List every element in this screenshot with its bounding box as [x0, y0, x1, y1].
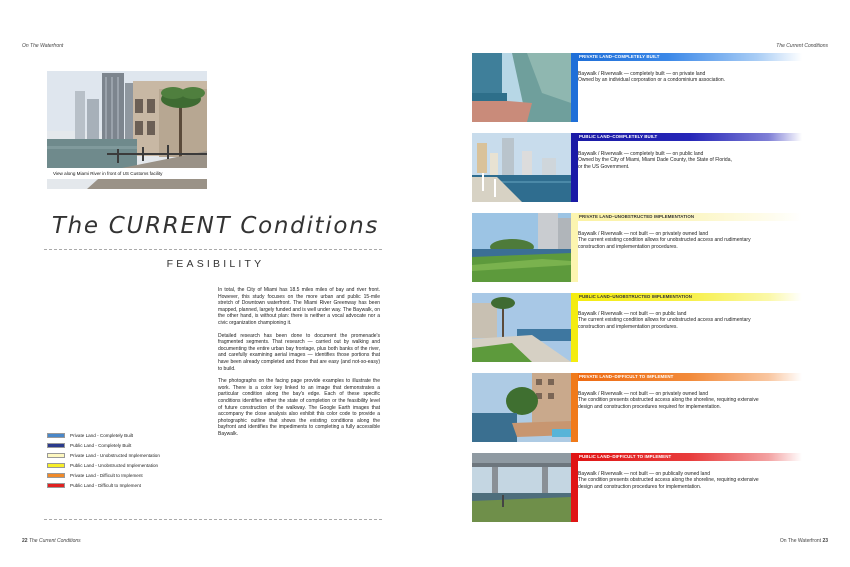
body-paragraph-1: In total, the City of Miami has 18.5 miles miles of bay and river front. However, this study focuses on the more urban and public 15-mile stretch of Downtown waterfront. The Miami River Greenway has been mapped, planned, largely funded and is well under way. The Baywalk, on the other hand, is without plan: there is neither a vocal advocate nor a civic organization championing it.	[218, 287, 380, 326]
shoreline-private-unobstructed-photo-image	[472, 213, 571, 282]
condition-color-band	[571, 213, 578, 282]
condition-color-band	[571, 293, 578, 362]
legend-label: Private Land - Difficult to Implement	[70, 472, 143, 478]
body-paragraph-3: The photographs on the facing page provide examples to illustrate the work. There is a color key linked to an image that demonstrates a particular condition along the bay's edge. Each of these specific conditions identifies either the state of completion or the feasibility level of future construction of the walkway. The Google Earth images that accompany the close analysis also exhibit this color code to provide a photographic outline that shows the existing conditions along the bayfront and identifies the impediments to completing a fully accessible Baywalk.	[218, 378, 380, 437]
condition-description	[578, 231, 802, 250]
condition-line: Baywalk / Riverwalk — completely built — on private land	[578, 71, 706, 77]
legend-label: Public Land - Unobstructed Implementation	[70, 462, 159, 468]
left-running-head: On The Waterfront	[22, 43, 64, 49]
legend-item	[47, 470, 212, 480]
condition-photo	[472, 293, 571, 362]
condition-block	[472, 453, 802, 522]
condition-photo	[472, 213, 571, 282]
condition-line: The current existing condition allows for unobstructed access and rudimentary	[578, 237, 751, 244]
condition-line: construction and implementation procedures.	[578, 243, 678, 250]
condition-line: or the US Government.	[578, 163, 630, 170]
left-folio-text: The Current Conditions	[28, 538, 81, 544]
body-text	[218, 287, 380, 443]
condo-deck-private-difficult-photo-image	[472, 373, 571, 442]
condition-photo	[472, 53, 571, 122]
bayfront-public-unobstructed-photo-image	[472, 293, 571, 362]
condition-header: PRIVATE LAND–COMPLETELY BUILT	[578, 53, 802, 61]
condition-description	[578, 311, 802, 330]
condition-description	[578, 391, 802, 410]
right-folio	[780, 538, 828, 544]
condition-line: The condition presents obstructed access along the shoreline, requiring extensive	[578, 397, 759, 404]
legend-label: Private Land - Unobstructed Implementation	[70, 452, 160, 458]
right-running-head: The Current Conditions	[776, 43, 828, 49]
legend-swatch	[47, 473, 65, 478]
legend-item	[47, 480, 212, 490]
condition-photo	[472, 373, 571, 442]
section-subtitle: FEASIBILITY	[166, 258, 265, 270]
legend-item	[47, 430, 212, 440]
condition-header: PUBLIC LAND–COMPLETELY BUILT	[578, 133, 802, 141]
hero-photo	[47, 71, 207, 189]
condition-color-band	[571, 53, 578, 122]
condition-header: PRIVATE LAND–DIFFICULT TO IMPLEMENT	[578, 373, 802, 381]
bridge-public-difficult-photo-image	[472, 453, 571, 522]
title-divider	[44, 249, 382, 250]
hero-photo-caption: View along Miami River in front of US Customs facility	[47, 168, 207, 179]
legend-item	[47, 460, 212, 470]
page-title: The CURRENT Conditions	[51, 213, 380, 239]
condition-line: Owned by an individual corporation or a condominium association.	[578, 77, 726, 84]
condition-line: Baywalk / Riverwalk — completely built — on public land	[578, 151, 704, 157]
condition-block	[472, 293, 802, 362]
legend-swatch	[47, 463, 65, 468]
condition-line: Baywalk / Riverwalk — not built — on publically owned land	[578, 471, 711, 477]
legend-swatch	[47, 453, 65, 458]
legend-item	[47, 440, 212, 450]
legend-item	[47, 450, 212, 460]
condition-header: PUBLIC LAND–UNOBSTRUCTED IMPLEMENTATION	[578, 293, 802, 301]
color-key-legend	[47, 430, 212, 490]
riverwalk-private-built-photo-image	[472, 53, 571, 122]
condition-description	[578, 71, 802, 84]
legend-swatch	[47, 483, 65, 488]
legend-swatch	[47, 443, 65, 448]
bottom-divider	[44, 519, 382, 520]
condition-photo	[472, 453, 571, 522]
legend-swatch	[47, 433, 65, 438]
condition-line: construction and implementation procedures.	[578, 323, 678, 330]
condition-color-band	[571, 133, 578, 202]
condition-header: PRIVATE LAND–UNOBSTRUCTED IMPLEMENTATION	[578, 213, 802, 221]
right-folio-text: On The Waterfront	[779, 538, 822, 544]
condition-block	[472, 373, 802, 442]
condition-block	[472, 133, 802, 202]
right-page-number: 23	[822, 538, 828, 544]
condition-line: The current existing condition allows for unobstructed access and rudimentary	[578, 317, 751, 324]
condition-line: design and construction procedures for implementation.	[578, 483, 702, 490]
condition-header: PUBLIC LAND–DIFFICULT TO IMPLEMENT	[578, 453, 802, 461]
body-paragraph-2: Detailed research has been done to document the promenade's fragmented segments. That research — carried out by walking and documenting the entire urban bay frontage, plus both banks of the river, and carefully examining aerial images — identifies those portions that have been already completed and those that are easy (and not-so-easy) to build.	[218, 332, 380, 372]
legend-label: Public Land - Completely Built	[70, 442, 132, 448]
condition-photo	[472, 133, 571, 202]
legend-label: Public Land - Difficult to Implement	[70, 482, 141, 488]
condition-block	[472, 213, 802, 282]
condition-line: Baywalk / Riverwalk — not built — on privately owned land	[578, 391, 709, 397]
condition-line: Baywalk / Riverwalk — not built — on privately owned land	[578, 231, 709, 237]
condition-line: Owned by the City of Miami, Miami Dade County, the State of Florida,	[578, 157, 732, 164]
bayfront-public-built-photo-image	[472, 133, 571, 202]
condition-color-band	[571, 453, 578, 522]
legend-label: Private Land - Completely Built	[70, 432, 134, 438]
left-folio	[22, 538, 81, 544]
condition-description	[578, 471, 802, 490]
condition-color-band	[571, 373, 578, 442]
left-page-number: 22	[22, 538, 28, 544]
condition-description	[578, 151, 802, 170]
condition-block	[472, 53, 802, 122]
condition-line: Baywalk / Riverwalk — not built — on public land	[578, 311, 687, 317]
condition-line: The condition presents obstructed access along the shoreline, requiring extensive	[578, 477, 759, 484]
condition-line: design and construction procedures required for implementation.	[578, 403, 721, 410]
